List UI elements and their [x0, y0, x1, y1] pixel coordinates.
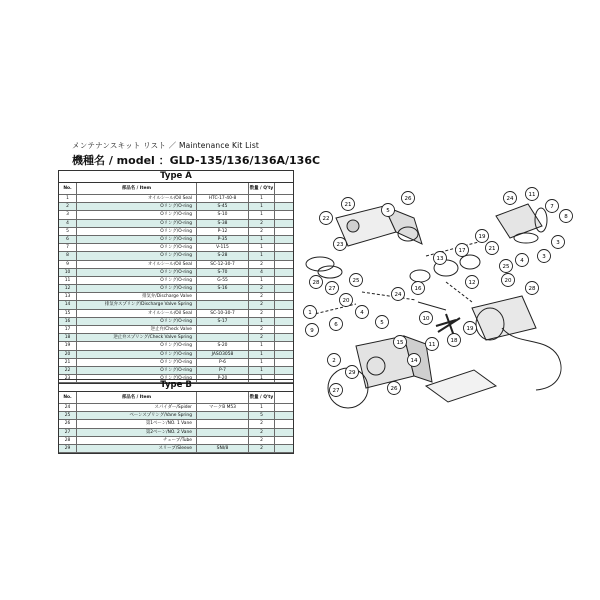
- row-extra: [275, 342, 293, 349]
- part-callout: [516, 254, 529, 267]
- row-spec: P-12: [197, 228, 249, 235]
- row-no: 2: [59, 203, 77, 210]
- row-qty: 2: [249, 285, 275, 292]
- row-item: Oリング/O-ring: [77, 318, 197, 325]
- row-spec: S-17: [197, 318, 249, 325]
- row-qty: 2: [249, 334, 275, 341]
- row-spec: HTC-17-40-8: [197, 195, 249, 202]
- part-callout: [466, 276, 479, 289]
- row-qty: 2: [249, 293, 275, 300]
- callout-label: 20: [504, 278, 512, 284]
- row-spec: [197, 326, 249, 333]
- row-spec: G-55: [197, 277, 249, 284]
- table-row: [59, 228, 293, 236]
- row-no: 11: [59, 277, 77, 284]
- row-item: Oリング/O-ring: [77, 359, 197, 366]
- callout-label: 29: [348, 370, 356, 376]
- callout-label: 6: [334, 322, 338, 328]
- callout-label: 18: [450, 338, 458, 344]
- row-spec: S-38: [197, 220, 249, 227]
- row-no: 26: [59, 420, 77, 427]
- row-spec: S-20: [197, 342, 249, 349]
- part-callout: [538, 250, 551, 263]
- row-extra: [275, 277, 293, 284]
- callout-label: 9: [310, 328, 314, 334]
- col-qty: 数量 / Q'ty: [249, 183, 275, 194]
- part-callout: [320, 212, 333, 225]
- callout-label: 13: [436, 256, 444, 262]
- row-no: 25: [59, 412, 77, 419]
- row-item: 排気弁スプリング/Discharge Valve Spring: [77, 301, 197, 308]
- row-spec: P-20: [197, 375, 249, 382]
- callout-label: 26: [390, 386, 398, 392]
- callout-label: 2: [332, 358, 336, 364]
- callout-label: 5: [386, 208, 390, 214]
- row-qty: 2: [249, 420, 275, 427]
- row-spec: P-6: [197, 359, 249, 366]
- part-callout: [560, 210, 573, 223]
- col-spec: [197, 183, 249, 194]
- part-callout: [388, 382, 401, 395]
- row-item: Oリング/O-ring: [77, 220, 197, 227]
- row-no: 9: [59, 261, 77, 268]
- row-item: 逆止弁スプリング/Check Valve Spring: [77, 334, 197, 341]
- row-spec: P-35: [197, 236, 249, 243]
- row-qty: 2: [249, 326, 275, 333]
- table-row: [59, 334, 293, 342]
- row-qty: 2: [249, 261, 275, 268]
- row-spec: [197, 412, 249, 419]
- type-a-column-header: [59, 183, 293, 195]
- callout-label: 11: [428, 342, 436, 348]
- row-no: 15: [59, 310, 77, 317]
- part-callout: [412, 282, 425, 295]
- row-extra: [275, 367, 293, 374]
- row-extra: [275, 244, 293, 251]
- table-row: [59, 326, 293, 334]
- row-extra: [275, 318, 293, 325]
- callout-label: 23: [336, 242, 344, 248]
- row-qty: 1: [249, 367, 275, 374]
- row-spec: S-16: [197, 285, 249, 292]
- callout-label: 24: [506, 196, 514, 202]
- part-callout: [546, 200, 559, 213]
- row-item: スリーブ/Sleeve: [77, 445, 197, 452]
- callout-label: 19: [466, 326, 474, 332]
- row-qty: 5: [249, 412, 275, 419]
- row-spec: [197, 429, 249, 436]
- row-no: 22: [59, 367, 77, 374]
- row-no: 29: [59, 445, 77, 452]
- row-qty: 2: [249, 437, 275, 444]
- row-spec: SC-10-30-7: [197, 310, 249, 317]
- kit-list-header-line1: メンテナンスキット リスト ／ Maintenance Kit List: [72, 141, 260, 150]
- col-no: No.: [59, 183, 77, 194]
- table-row: [59, 310, 293, 318]
- row-extra: [275, 301, 293, 308]
- part-callout: [434, 252, 447, 265]
- row-qty: 1: [249, 359, 275, 366]
- table-row: [59, 445, 293, 453]
- row-extra: [275, 351, 293, 358]
- row-no: 16: [59, 318, 77, 325]
- row-extra: [275, 445, 293, 452]
- row-no: 1: [59, 195, 77, 202]
- table-row: [59, 359, 293, 367]
- callout-label: 5: [380, 320, 384, 326]
- callout-label: 17: [458, 248, 466, 254]
- row-extra: [275, 359, 293, 366]
- part-callout: [356, 306, 369, 319]
- row-qty: 2: [249, 310, 275, 317]
- callout-label: 21: [488, 246, 496, 252]
- row-spec: S-10: [197, 211, 249, 218]
- row-extra: [275, 437, 293, 444]
- part-callout: [502, 274, 515, 287]
- row-extra: [275, 211, 293, 218]
- row-qty: 1: [249, 375, 275, 382]
- table-row: [59, 293, 293, 301]
- table-row: [59, 318, 293, 326]
- row-extra: [275, 195, 293, 202]
- type-b-table: [58, 379, 294, 454]
- part-callout: [394, 336, 407, 349]
- table-row: [59, 252, 293, 260]
- table-row: [59, 220, 293, 228]
- part-callout: [310, 276, 323, 289]
- part-callout: [552, 236, 565, 249]
- part-callout: [330, 384, 343, 397]
- type-b-title: Type B: [59, 380, 293, 392]
- row-spec: [197, 293, 249, 300]
- part-callout: [328, 354, 341, 367]
- row-extra: [275, 261, 293, 268]
- callout-label: 25: [502, 264, 510, 270]
- row-extra: [275, 293, 293, 300]
- callout-label: 11: [528, 192, 536, 198]
- row-item: Oリング/O-ring: [77, 351, 197, 358]
- callout-label: 22: [322, 216, 330, 222]
- type-b-column-header: [59, 392, 293, 404]
- table-row: [59, 342, 293, 350]
- part-callout: [456, 244, 469, 257]
- row-spec: [197, 420, 249, 427]
- row-no: 21: [59, 359, 77, 366]
- part-callout: [346, 366, 359, 379]
- type-a-table: [58, 170, 294, 384]
- row-extra: [275, 404, 293, 411]
- callout-label: 16: [414, 286, 422, 292]
- table-row: [59, 203, 293, 211]
- row-extra: [275, 285, 293, 292]
- row-qty: 1: [249, 203, 275, 210]
- row-item: Oリング/O-ring: [77, 277, 197, 284]
- row-item: ベーンスプリング/Vane Spring: [77, 412, 197, 419]
- row-item: オイルシール/Oil Seal: [77, 310, 197, 317]
- callout-label: 26: [404, 196, 412, 202]
- part-callout: [376, 316, 389, 329]
- row-spec: S-70: [197, 269, 249, 276]
- table-row: [59, 236, 293, 244]
- row-extra: [275, 310, 293, 317]
- row-spec: マークB M53: [197, 404, 249, 411]
- row-qty: 2: [249, 301, 275, 308]
- callout-label: 25: [352, 278, 360, 284]
- row-item: Oリング/O-ring: [77, 211, 197, 218]
- table-row: [59, 437, 293, 445]
- callout-label: 12: [468, 280, 476, 286]
- part-callout: [382, 204, 395, 217]
- table-row: [59, 351, 293, 359]
- row-spec: [197, 301, 249, 308]
- row-qty: 1: [249, 342, 275, 349]
- callout-label: 21: [344, 202, 352, 208]
- row-extra: [275, 236, 293, 243]
- callout-label: 3: [556, 240, 560, 246]
- part-callout: [326, 282, 339, 295]
- row-qty: 1: [249, 195, 275, 202]
- row-no: 18: [59, 334, 77, 341]
- table-row: [59, 429, 293, 437]
- part-callout: [334, 238, 347, 251]
- table-row: [59, 261, 293, 269]
- part-callout: [306, 324, 319, 337]
- row-qty: 2: [249, 220, 275, 227]
- table-row: [59, 195, 293, 203]
- part-callout: [392, 288, 405, 301]
- row-item: 第2ベーン/NO. 2 Vane: [77, 429, 197, 436]
- row-no: 23: [59, 375, 77, 382]
- row-no: 6: [59, 236, 77, 243]
- row-spec: S-28: [197, 252, 249, 259]
- row-no: 7: [59, 244, 77, 251]
- row-no: 3: [59, 211, 77, 218]
- row-no: 28: [59, 437, 77, 444]
- callout-label: 24: [394, 292, 402, 298]
- col-qty: 数量 / Q'ty: [249, 392, 275, 403]
- part-callout: [464, 322, 477, 335]
- row-item: Oリング/O-ring: [77, 236, 197, 243]
- part-callout: [340, 294, 353, 307]
- kit-list-header-model: 機種名 / model ：GLD-135/136/136A/136C: [72, 154, 321, 167]
- row-extra: [275, 412, 293, 419]
- row-extra: [275, 203, 293, 210]
- callout-label: 8: [564, 214, 568, 220]
- row-qty: 1: [249, 244, 275, 251]
- callout-label: 20: [342, 298, 350, 304]
- row-item: オイルシール/Oil Seal: [77, 261, 197, 268]
- col-extra: [275, 183, 293, 194]
- row-item: Oリング/O-ring: [77, 244, 197, 251]
- table-row: [59, 211, 293, 219]
- row-item: Oリング/O-ring: [77, 228, 197, 235]
- col-item: 部品名 / Item: [77, 183, 197, 194]
- table-row: [59, 412, 293, 420]
- part-callout: [342, 198, 355, 211]
- table-row: [59, 285, 293, 293]
- callout-label: 1: [308, 310, 312, 316]
- row-extra: [275, 252, 293, 259]
- type-a-title: Type A: [59, 171, 293, 183]
- row-item: スパイダー/Spider: [77, 404, 197, 411]
- row-no: 13: [59, 293, 77, 300]
- row-qty: 1: [249, 351, 275, 358]
- table-row: [59, 367, 293, 375]
- part-callout: [526, 188, 539, 201]
- row-no: 14: [59, 301, 77, 308]
- row-no: 24: [59, 404, 77, 411]
- callout-label: 28: [312, 280, 320, 286]
- row-extra: [275, 326, 293, 333]
- row-no: 20: [59, 351, 77, 358]
- table-row: [59, 244, 293, 252]
- part-callout: [402, 192, 415, 205]
- callout-label: 4: [520, 258, 524, 264]
- callout-label: 19: [478, 234, 486, 240]
- callout-label: 3: [542, 254, 546, 260]
- row-spec: SNI/8: [197, 445, 249, 452]
- row-no: 10: [59, 269, 77, 276]
- row-qty: 1: [249, 236, 275, 243]
- row-extra: [275, 429, 293, 436]
- row-item: Oリング/O-ring: [77, 367, 197, 374]
- row-qty: 1: [249, 318, 275, 325]
- row-qty: 1: [249, 404, 275, 411]
- row-item: 逆止弁/Check Valve: [77, 326, 197, 333]
- part-callout: [350, 274, 363, 287]
- part-callout: [420, 312, 433, 325]
- part-callout: [408, 354, 421, 367]
- part-callout: [526, 282, 539, 295]
- table-row: [59, 269, 293, 277]
- part-callout: [476, 230, 489, 243]
- row-qty: 2: [249, 228, 275, 235]
- part-callout: [330, 318, 343, 331]
- row-qty: 1: [249, 277, 275, 284]
- table-row: [59, 420, 293, 428]
- row-item: Oリング/O-ring: [77, 375, 197, 382]
- table-row: [59, 277, 293, 285]
- row-spec: JASO3058: [197, 351, 249, 358]
- row-item: 排気弁/Discharge Valve: [77, 293, 197, 300]
- callout-label: 15: [396, 340, 404, 346]
- callout-label: 27: [328, 286, 336, 292]
- row-extra: [275, 269, 293, 276]
- row-spec: [197, 437, 249, 444]
- part-callout: [426, 338, 439, 351]
- row-no: 12: [59, 285, 77, 292]
- row-spec: [197, 334, 249, 341]
- table-row: [59, 301, 293, 309]
- callout-label: 7: [550, 204, 554, 210]
- row-qty: 1: [249, 252, 275, 259]
- callout-label: 28: [528, 286, 536, 292]
- row-no: 8: [59, 252, 77, 259]
- row-no: 19: [59, 342, 77, 349]
- row-item: Oリング/O-ring: [77, 269, 197, 276]
- row-no: 27: [59, 429, 77, 436]
- row-spec: SC-12-30-7: [197, 261, 249, 268]
- exploded-parts-drawing: [296, 176, 586, 410]
- row-item: Oリング/O-ring: [77, 342, 197, 349]
- row-extra: [275, 334, 293, 341]
- row-extra: [275, 220, 293, 227]
- col-spec: [197, 392, 249, 403]
- callout-label: 27: [332, 388, 340, 394]
- part-callout: [486, 242, 499, 255]
- callout-label: 14: [410, 358, 418, 364]
- row-extra: [275, 420, 293, 427]
- callout-label: 10: [422, 316, 430, 322]
- row-item: オイルシール/Oil Seal: [77, 195, 197, 202]
- row-spec: P-7: [197, 367, 249, 374]
- row-no: 4: [59, 220, 77, 227]
- row-item: チューブ/Tube: [77, 437, 197, 444]
- table-row: [59, 404, 293, 412]
- row-item: Oリング/O-ring: [77, 203, 197, 210]
- row-qty: 4: [249, 269, 275, 276]
- row-qty: 2: [249, 445, 275, 452]
- row-no: 17: [59, 326, 77, 333]
- part-callout: [504, 192, 517, 205]
- part-callout: [500, 260, 513, 273]
- row-qty: 1: [249, 211, 275, 218]
- row-qty: 2: [249, 429, 275, 436]
- col-no: No.: [59, 392, 77, 403]
- row-no: 5: [59, 228, 77, 235]
- row-item: Oリング/O-ring: [77, 285, 197, 292]
- row-spec: V-115: [197, 244, 249, 251]
- col-extra: [275, 392, 293, 403]
- row-extra: [275, 228, 293, 235]
- callout-label: 4: [360, 310, 364, 316]
- part-callout: [304, 306, 317, 319]
- row-item: Oリング/O-ring: [77, 252, 197, 259]
- row-item: 第1ベーン/NO. 1 Vane: [77, 420, 197, 427]
- part-callout: [448, 334, 461, 347]
- col-item: 部品名 / Item: [77, 392, 197, 403]
- row-spec: S-45: [197, 203, 249, 210]
